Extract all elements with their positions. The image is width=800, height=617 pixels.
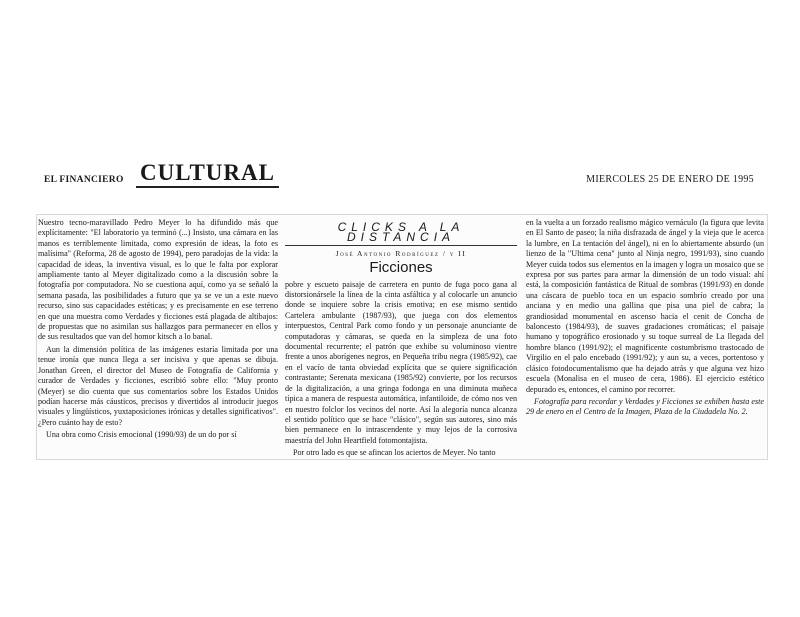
- paragraph: en la vuelta a un forzado realismo mágico vernáculo (la figura que levita en El Santo de paseo; la niña disfrazada de ángel y la vieja que le acerca la lumbre, en La tentación del ángel), ni en lo abiertamente absurdo (un lienzo de la "Ultima cena" junto al Ninja negro, 1991/93), sino cuando Meyer cuida todos sus elementos en la imagen y logra un mosaico que se expresa por sus partes para armar la dimensión de un todo visual: ahí está, la composición fantástica de Ritual de sombras (1991/93) en donde una cáscara de pueblo toca en un espacio sombrío creado por una anciana y en medio una gallina que pisa una piel de cabra; la grandiosidad monumental en ascenso hacia el cenit de Concha de baloncesto (1984/93), de suaves gradaciones cromáticas; el paisaje humano y topográfico erosionado y su toque surreal de La llegada del hombre blanco (1991/92); el magnificente costumbrismo trastocado de Virgilio en el palo encebado (1991/92); y aun su, a veces, portentoso y clásico fotodocumentalismo que ha dejado atrás y que alguna vez hizo escuela (Monalisa en el museo de cera, 1986). El ejercicio estético depurado es, entonces, el camino por recorrer.: [526, 218, 764, 394]
- paragraph: Nuestro tecno-maravillado Pedro Meyer lo ha difundido más que explícitamente: "El laboratorio ya terminó (...) Insisto, una cámara en las manos es terriblemente limitada, como expresión de ideas, la foto es malísima" (Reforma, 28 de agosto de 1994), pero paradojas de la vida: la capacidad de ideas, la inventiva visual, es lo que le falta por explorar ampliamente tanto al Meyer digitalizado como a la discusión sobre la fotografía por computadora. No se cuestiona aquí, como ya se señaló la semana pasada, las posibilidades a futuro que ya se ve un a este nuevo recurso, sino sus capacidades estéticas; y es precisamente en ese terreno en que una muestra como Verdades y ficciones está plagada de altibajos: de propuestas que no asimilan sus hallazgos para permanecer en ellos y de sus resultados que van del homor kitsch a lo banal.: [38, 218, 278, 342]
- paragraph: Por otro lado es que se afincan los aciertos de Meyer. No tanto: [293, 448, 496, 458]
- article-column-2: [285, 222, 517, 460]
- newspaper-name: EL FINANCIERO: [44, 175, 124, 185]
- article-byline: José Antonio Rodríguez / y II: [335, 248, 467, 258]
- article-kicker: CLICKS A LA DISTANCIA: [285, 222, 517, 246]
- exhibition-note: Fotografía para recordar y Verdades y Ficciones se exhiben hasta este 29 de enero en el Centro de la Imagen, Plaza de la Ciudadela No. 2.: [526, 396, 764, 417]
- paragraph: pobre y escueto paisaje de carretera en punto de fuga poco gana al distorsionársele la línea de la cinta asfáltica y al colocarle un anuncio donde se inquiere sobre la crisis emotiva; en ese mismo sentido Cartelera ambulante (1987/93), que juega con dos elementos interpuestos, Central Park como fondo y un personaje anunciante de computadoras y cámaras, se queda en la simpleza de una foto documental recurrente; el patrón que exhibe su voluminoso vientre frente a unos aborígenes negros, en Pequeña tribu negra (1985/92), cae en el vacío de tanta obviedad explícita que se quiere significación contrastante; Serenata mexicana (1985/92) convierte, por los recursos de la digitalización, a una gringa fodonga en una diminuta muñeca típica a manera de respuesta automática, infantiloide, de cómo nos ven en nuestro folclor los vecinos del norte. Así la alegoría nunca alcanza el sentido político que se hace "clásico", según sus autores, sino más bien permanece en lo intrascendente y muy lejos de la corrosiva maestría del John Heartfield fotomontajista.: [285, 279, 517, 445]
- article-column-1: [38, 218, 278, 456]
- paragraph: Aun la dimensión política de las imágenes estaría limitada por una tenue ironía que nunca llega a ser incisiva y que apenas se dibuja. Jonathan Green, el director del Museo de Fotografía de California y curador de Verdades y ficciones, escribió sobre ello: "Muy pronto (Meyer) se dio cuenta que sus comentarios sobre los Estados Unidos podían hacerse más cáusticos, precisos y divertidos al introducir juegos visuales y lingüísticos, yuxtaposiciones irónicas y detalles significativos". ¿Pero cuánto hay de esto?: [38, 344, 278, 427]
- paragraph: Una obra como Crisis emocional (1990/93) de un do por sí: [46, 430, 237, 440]
- publication-date: MIERCOLES 25 DE ENERO DE 1995: [586, 174, 754, 185]
- section-title: CULTURAL: [136, 160, 279, 188]
- article-column-3: [526, 218, 764, 456]
- article-headline: Ficciones: [369, 259, 433, 277]
- masthead: [42, 158, 754, 188]
